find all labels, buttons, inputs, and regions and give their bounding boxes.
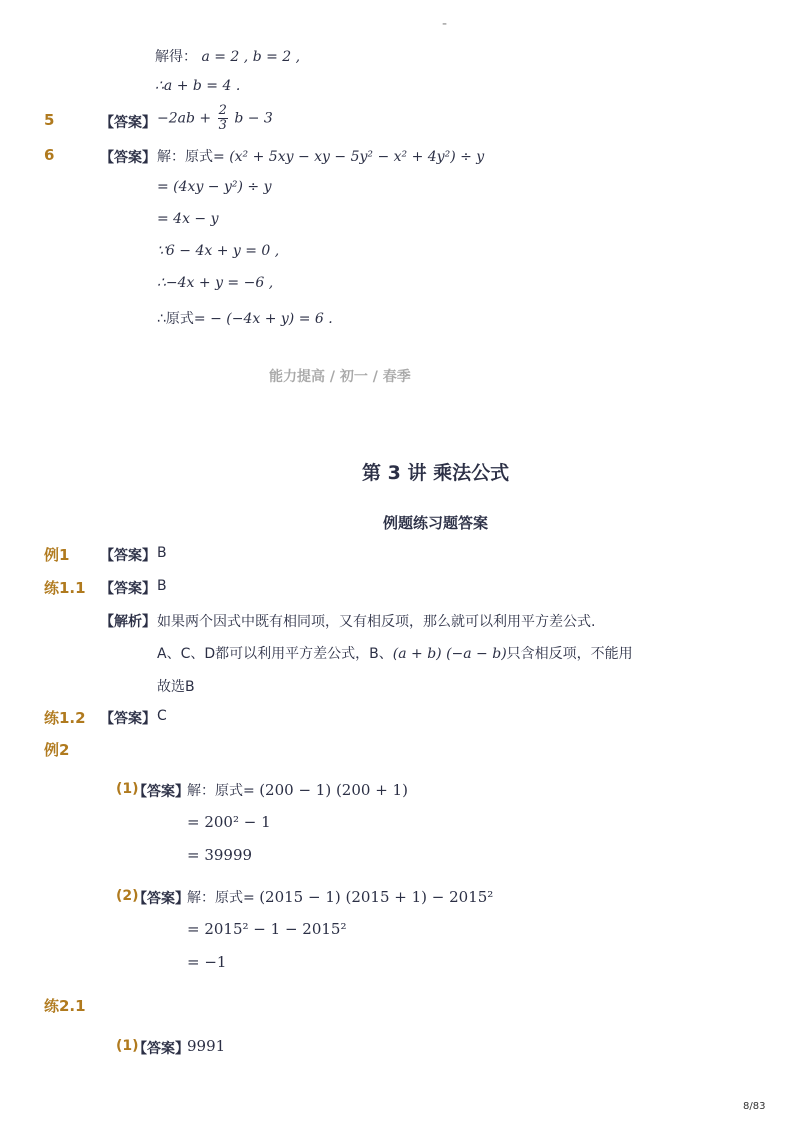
answer-tag: 【答案】 [133, 1041, 189, 1057]
q6-intro: 解：原式= [157, 149, 225, 165]
ex2-p1-expr: (200 − 1) (200 + 1) [259, 781, 408, 799]
practice-1-1-answer: B [157, 578, 167, 594]
fraction [218, 104, 228, 133]
ex2-p1-line-2: = 200² − 1 [187, 813, 271, 831]
fraction-denominator: 3 [218, 118, 227, 133]
q6-line-2: = (4xy − y²) ÷ y [157, 179, 272, 195]
part-label-2: (2) [116, 888, 139, 904]
fraction-numerator: 2 [218, 103, 227, 118]
analysis-line-2-math: (a + b) (−a − b) [392, 646, 507, 662]
q5-post: b − 3 [234, 110, 273, 127]
answer-tag: 【答案】 [100, 581, 156, 597]
ex2-p2-line-1 [187, 887, 493, 907]
q5-answer [157, 104, 273, 133]
practice-number-2-1: 练2.1 [44, 997, 86, 1015]
answer-tag: 【答案】 [133, 891, 189, 907]
solved-math: a = 2 , b = 2 , [201, 49, 301, 65]
question-number-5: 5 [44, 111, 55, 129]
question-number-6: 6 [44, 146, 55, 164]
example-1-answer: B [157, 545, 167, 561]
practice-number-1-1: 练1.1 [44, 579, 86, 597]
practice-number-1-2: 练1.2 [44, 709, 86, 727]
therefore-line: ∴a + b = 4 . [155, 78, 241, 94]
analysis-tag: 【解析】 [100, 614, 156, 630]
q6-l6-math: − (−4x + y) = 6 . [210, 311, 333, 327]
page-mark: - [442, 16, 448, 32]
solved-label: 解得： [155, 49, 197, 65]
example-number-2: 例2 [44, 741, 70, 759]
solved-line [155, 46, 300, 66]
ex2-p1-line-3: = 39999 [187, 846, 253, 864]
q6-line-6 [157, 308, 333, 328]
answer-tag: 【答案】 [100, 150, 156, 166]
part-label-1: (1) [116, 781, 139, 797]
q6-line-5: ∴−4x + y = −6 , [157, 275, 274, 291]
practice-2-1-answer: 9991 [187, 1037, 226, 1055]
example-number-1: 例1 [44, 546, 70, 564]
ex2-p2-intro: 解：原式= [187, 890, 255, 906]
analysis-line-1: 如果两个因式中既有相同项，又有相反项，那么就可以利用平方差公式. [157, 614, 596, 630]
ex2-p1-line-1 [187, 780, 408, 800]
chapter-subtitle: 例题练习题答案 [383, 514, 489, 532]
ex2-p2-line-3: = −1 [187, 953, 227, 971]
part-label-1: (1) [116, 1038, 139, 1054]
answer-tag: 【答案】 [100, 711, 156, 727]
q6-l6-pre: ∴原式= [157, 311, 206, 327]
analysis-line-2-b: 只含相反项，不能用 [506, 646, 633, 662]
analysis-line-3: 故选B [157, 679, 195, 695]
q6-line-4: ∵6 − 4x + y = 0 , [157, 243, 280, 259]
ex2-p1-intro: 解：原式= [187, 783, 255, 799]
ex2-p2-expr: (2015 − 1) (2015 + 1) − 2015² [259, 888, 494, 906]
page-number: 8/83 [743, 1101, 766, 1112]
ex2-p2-line-2: = 2015² − 1 − 2015² [187, 920, 347, 938]
q6-line-1 [157, 146, 484, 166]
q6-expr: (x² + 5xy − xy − 5y² − x² + 4y²) ÷ y [229, 149, 485, 165]
answer-tag: 【答案】 [133, 784, 189, 800]
q6-line-3: = 4x − y [157, 211, 219, 227]
analysis-line-2 [157, 643, 633, 663]
chapter-title: 第 3 讲 乘法公式 [362, 462, 510, 484]
analysis-line-2-a: A、C、D都可以利用平方差公式，B、 [157, 646, 393, 662]
section-footer: 能力提高 / 初一 / 春季 [269, 369, 411, 385]
q5-pre: −2ab + [157, 110, 212, 127]
practice-1-2-answer: C [157, 708, 167, 724]
answer-tag: 【答案】 [100, 548, 156, 564]
answer-tag: 【答案】 [100, 115, 156, 131]
